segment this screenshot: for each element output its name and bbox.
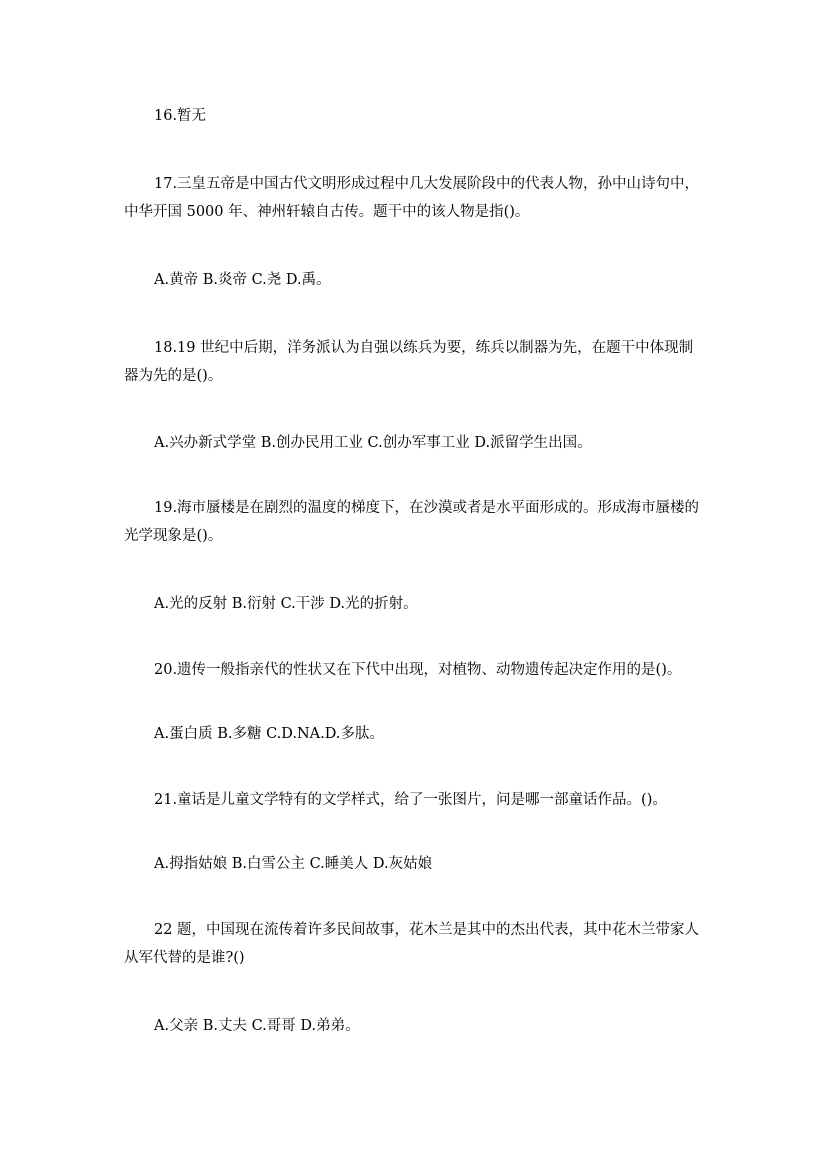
question-19 (124, 494, 714, 550)
question-19-line-2: 光学现象是()。 (124, 528, 223, 544)
question-17-options (124, 266, 714, 294)
question-17-options-text: A.黄帝 B.炎帝 C.尧 D.禹。 (154, 272, 331, 288)
question-16-text: 16.暂无 (154, 108, 207, 124)
question-17-line-1: 17.三皇五帝是中国古代文明形成过程中几大发展阶段中的代表人物，孙中山诗句中， (154, 176, 700, 192)
question-21 (124, 786, 714, 814)
question-18-line-2: 器为先的是()。 (124, 368, 223, 384)
question-17 (124, 170, 714, 226)
question-16 (124, 102, 714, 130)
question-20-line-1: 20.遗传一般指亲代的性状又在下代中出现，对植物、动物遗传起决定作用的是()。 (154, 662, 682, 678)
question-20-options (124, 720, 714, 748)
question-22-options (124, 1012, 714, 1040)
question-22-options-text: A.父亲 B.丈夫 C.哥哥 D.弟弟。 (154, 1018, 360, 1034)
question-21-options-text: A.拇指姑娘 B.白雪公主 C.睡美人 D.灰姑娘 (154, 856, 433, 872)
question-19-options (124, 590, 714, 618)
question-20-options-text: A.蛋白质 B.多糖 C.D.NA.D.多肽。 (154, 726, 384, 742)
question-19-line-1: 19.海市蜃楼是在剧烈的温度的梯度下，在沙漠或者是水平面形成的。形成海市蜃楼的 (154, 500, 700, 516)
question-18 (124, 334, 714, 390)
question-21-line-1: 21.童话是儿童文学特有的文学样式，给了一张图片，问是哪一部童话作品。()。 (154, 792, 667, 808)
question-22-line-1: 22 题，中国现在流传着许多民间故事，花木兰是其中的杰出代表，其中花木兰带家人 (154, 922, 700, 938)
question-21-options (124, 850, 714, 878)
question-20 (124, 656, 714, 684)
question-19-options-text: A.光的反射 B.衍射 C.干涉 D.光的折射。 (154, 596, 418, 612)
question-17-line-2: 中华开国 5000 年、神州轩辕自古传。题干中的该人物是指()。 (124, 204, 530, 220)
question-18-line-1: 18.19 世纪中后期，洋务派认为自强以练兵为要，练兵以制器为先，在题干中体现制 (154, 340, 694, 356)
question-22-line-2: 从军代替的是谁?() (124, 950, 245, 966)
question-18-options-text: A.兴办新式学堂 B.创办民用工业 C.创办军事工业 D.派留学生出国。 (154, 435, 592, 451)
question-22 (124, 916, 714, 972)
question-18-options (124, 429, 714, 457)
